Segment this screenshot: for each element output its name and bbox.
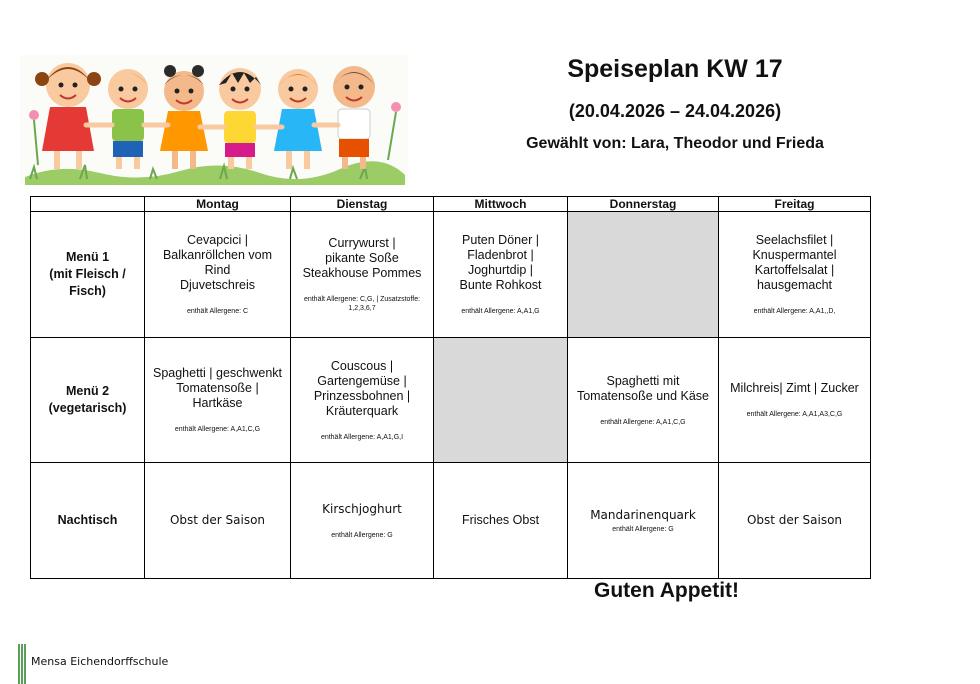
dish-text [568,508,718,523]
menu-cell [145,212,291,338]
dish-text [291,502,433,517]
menu-table [30,196,871,579]
allergen-note [291,295,433,313]
dish-line: Frisches Obst [461,513,540,527]
menu-cell [568,463,719,579]
menu-cell [291,212,434,338]
menu-cell [145,338,291,463]
dish-line: Spaghetti mit [606,373,680,388]
menu-cell [719,212,871,338]
dish-line: Kräuterquark [325,403,399,418]
menu-cell [568,338,719,463]
dish-line: Hartkäse [192,396,243,410]
dish-line: Seelachsfilet | [755,233,834,247]
dish-line: Couscous | [330,358,394,373]
day-header: Donnerstag [568,197,719,212]
dish-line: Rind [204,263,231,277]
allergen-note [291,531,433,540]
row-label [31,463,145,579]
kids-illustration [20,55,408,185]
allergen-line: enthält Allergene: A,A1,,D, [753,308,836,315]
allergen-note [291,433,433,442]
menu-cell [434,212,568,338]
menu-cell [719,463,871,579]
menu-cell [145,463,291,579]
allergen-note [145,425,290,434]
dish-line: Joghurtdip | [467,263,534,277]
allergen-note [719,410,870,419]
dish-line: Obst der Saison [746,513,843,527]
allergen-note [434,307,567,316]
allergen-line: enthält Allergene: A,A1,G,I [320,433,404,441]
day-header: Montag [145,197,291,212]
dish-line: Bunte Rohkost [459,278,542,292]
allergen-line: enthält Allergene: G [331,531,393,539]
dish-line: Milchreis| Zimt | Zucker [730,381,859,395]
day-header: Dienstag [291,197,434,212]
allergen-note [568,525,718,534]
dish-text [434,513,567,528]
row-label-line: Fisch) [69,284,106,298]
allergen-line: enthält Allergene: A,A1,C,G [174,426,261,433]
row-label-line: (mit Fleisch / [49,267,126,281]
allergen-line: enthält Allergene: C,G, | Zusatzstoffe: [303,296,421,303]
dish-line: Spaghetti | geschwenkt [152,366,283,380]
dish-line: Puten Döner | [462,233,539,247]
menu-cell [719,338,871,463]
dish-text [145,366,290,411]
allergen-line: enthält Allergene: A,A1,G [461,308,540,315]
row-label-line: Menü 1 [65,250,110,264]
row-label [31,338,145,463]
menu-cell [291,338,434,463]
empty-cell [568,212,719,338]
footer-text: Mensa Eichendorffschule [31,655,169,668]
dish-line: Tomatensoße und Käse [576,388,710,403]
day-header: Mittwoch [434,197,568,212]
dish-text [434,233,567,293]
header-row [31,197,871,212]
dish-text [145,513,290,528]
dish-line: Tomatensoße | [176,381,259,395]
dish-line: Djuvetschreis [179,278,256,292]
dish-line: Kirschjoghurt [322,501,402,516]
chosen-by: Gewählt von: Lara, Theodor und Frieda [526,135,824,152]
dish-line: Fladenbrot | [467,248,534,262]
dish-line: Currywurst | [328,236,396,250]
dish-line: Obst der Saison [169,513,266,527]
dish-text [719,513,870,528]
dish-text [719,381,870,396]
dish-line: Mandarinenquark [590,507,696,522]
allergen-line: enthält Allergene: G [612,525,674,533]
row-label-line: Menü 2 [65,384,110,398]
allergen-note [719,307,870,316]
row-label [31,212,145,338]
allergen-line: enthält Allergene: A,A1,A3,C,G [746,411,843,418]
allergen-line: enthält Allergene: A,A1,C,G [600,418,686,426]
day-header: Freitag [719,197,871,212]
row-label-line: (vegetarisch) [48,401,127,415]
dish-line: Balkanröllchen vom [162,248,273,262]
table-row [31,338,871,463]
closing-text: Guten Appetit! [594,579,740,602]
dish-line: Kartoffelsalat | [754,263,835,277]
dish-line: pikante Soße [325,251,399,265]
dish-line: Knuspermantel [752,248,837,262]
allergen-line: 1,2,3,6,7 [348,305,376,312]
table-row [31,463,871,579]
empty-cell [434,338,568,463]
dish-text [568,374,718,404]
dish-text [291,236,433,281]
allergen-line: enthält Allergene: C [186,308,249,315]
page-title: Speiseplan KW 17 [567,55,783,83]
dish-text [719,233,870,293]
dish-line: Gartengemüse | [317,373,407,388]
table-row [31,212,871,338]
row-label-line: Nachtisch [57,513,118,527]
footer-bars [18,644,26,684]
dish-line: Steakhouse Pommes [302,266,422,280]
dish-line: hausgemacht [756,278,833,292]
allergen-note [145,307,290,316]
date-range: (20.04.2026 – 24.04.2026) [568,101,782,121]
menu-cell [434,463,568,579]
dish-text [291,359,433,419]
corner-cell [31,197,145,212]
allergen-note [568,418,718,427]
dish-line: Prinzessbohnen | [313,388,411,403]
dish-text [145,233,290,293]
menu-cell [291,463,434,579]
dish-line: Cevapcici | [187,233,248,247]
